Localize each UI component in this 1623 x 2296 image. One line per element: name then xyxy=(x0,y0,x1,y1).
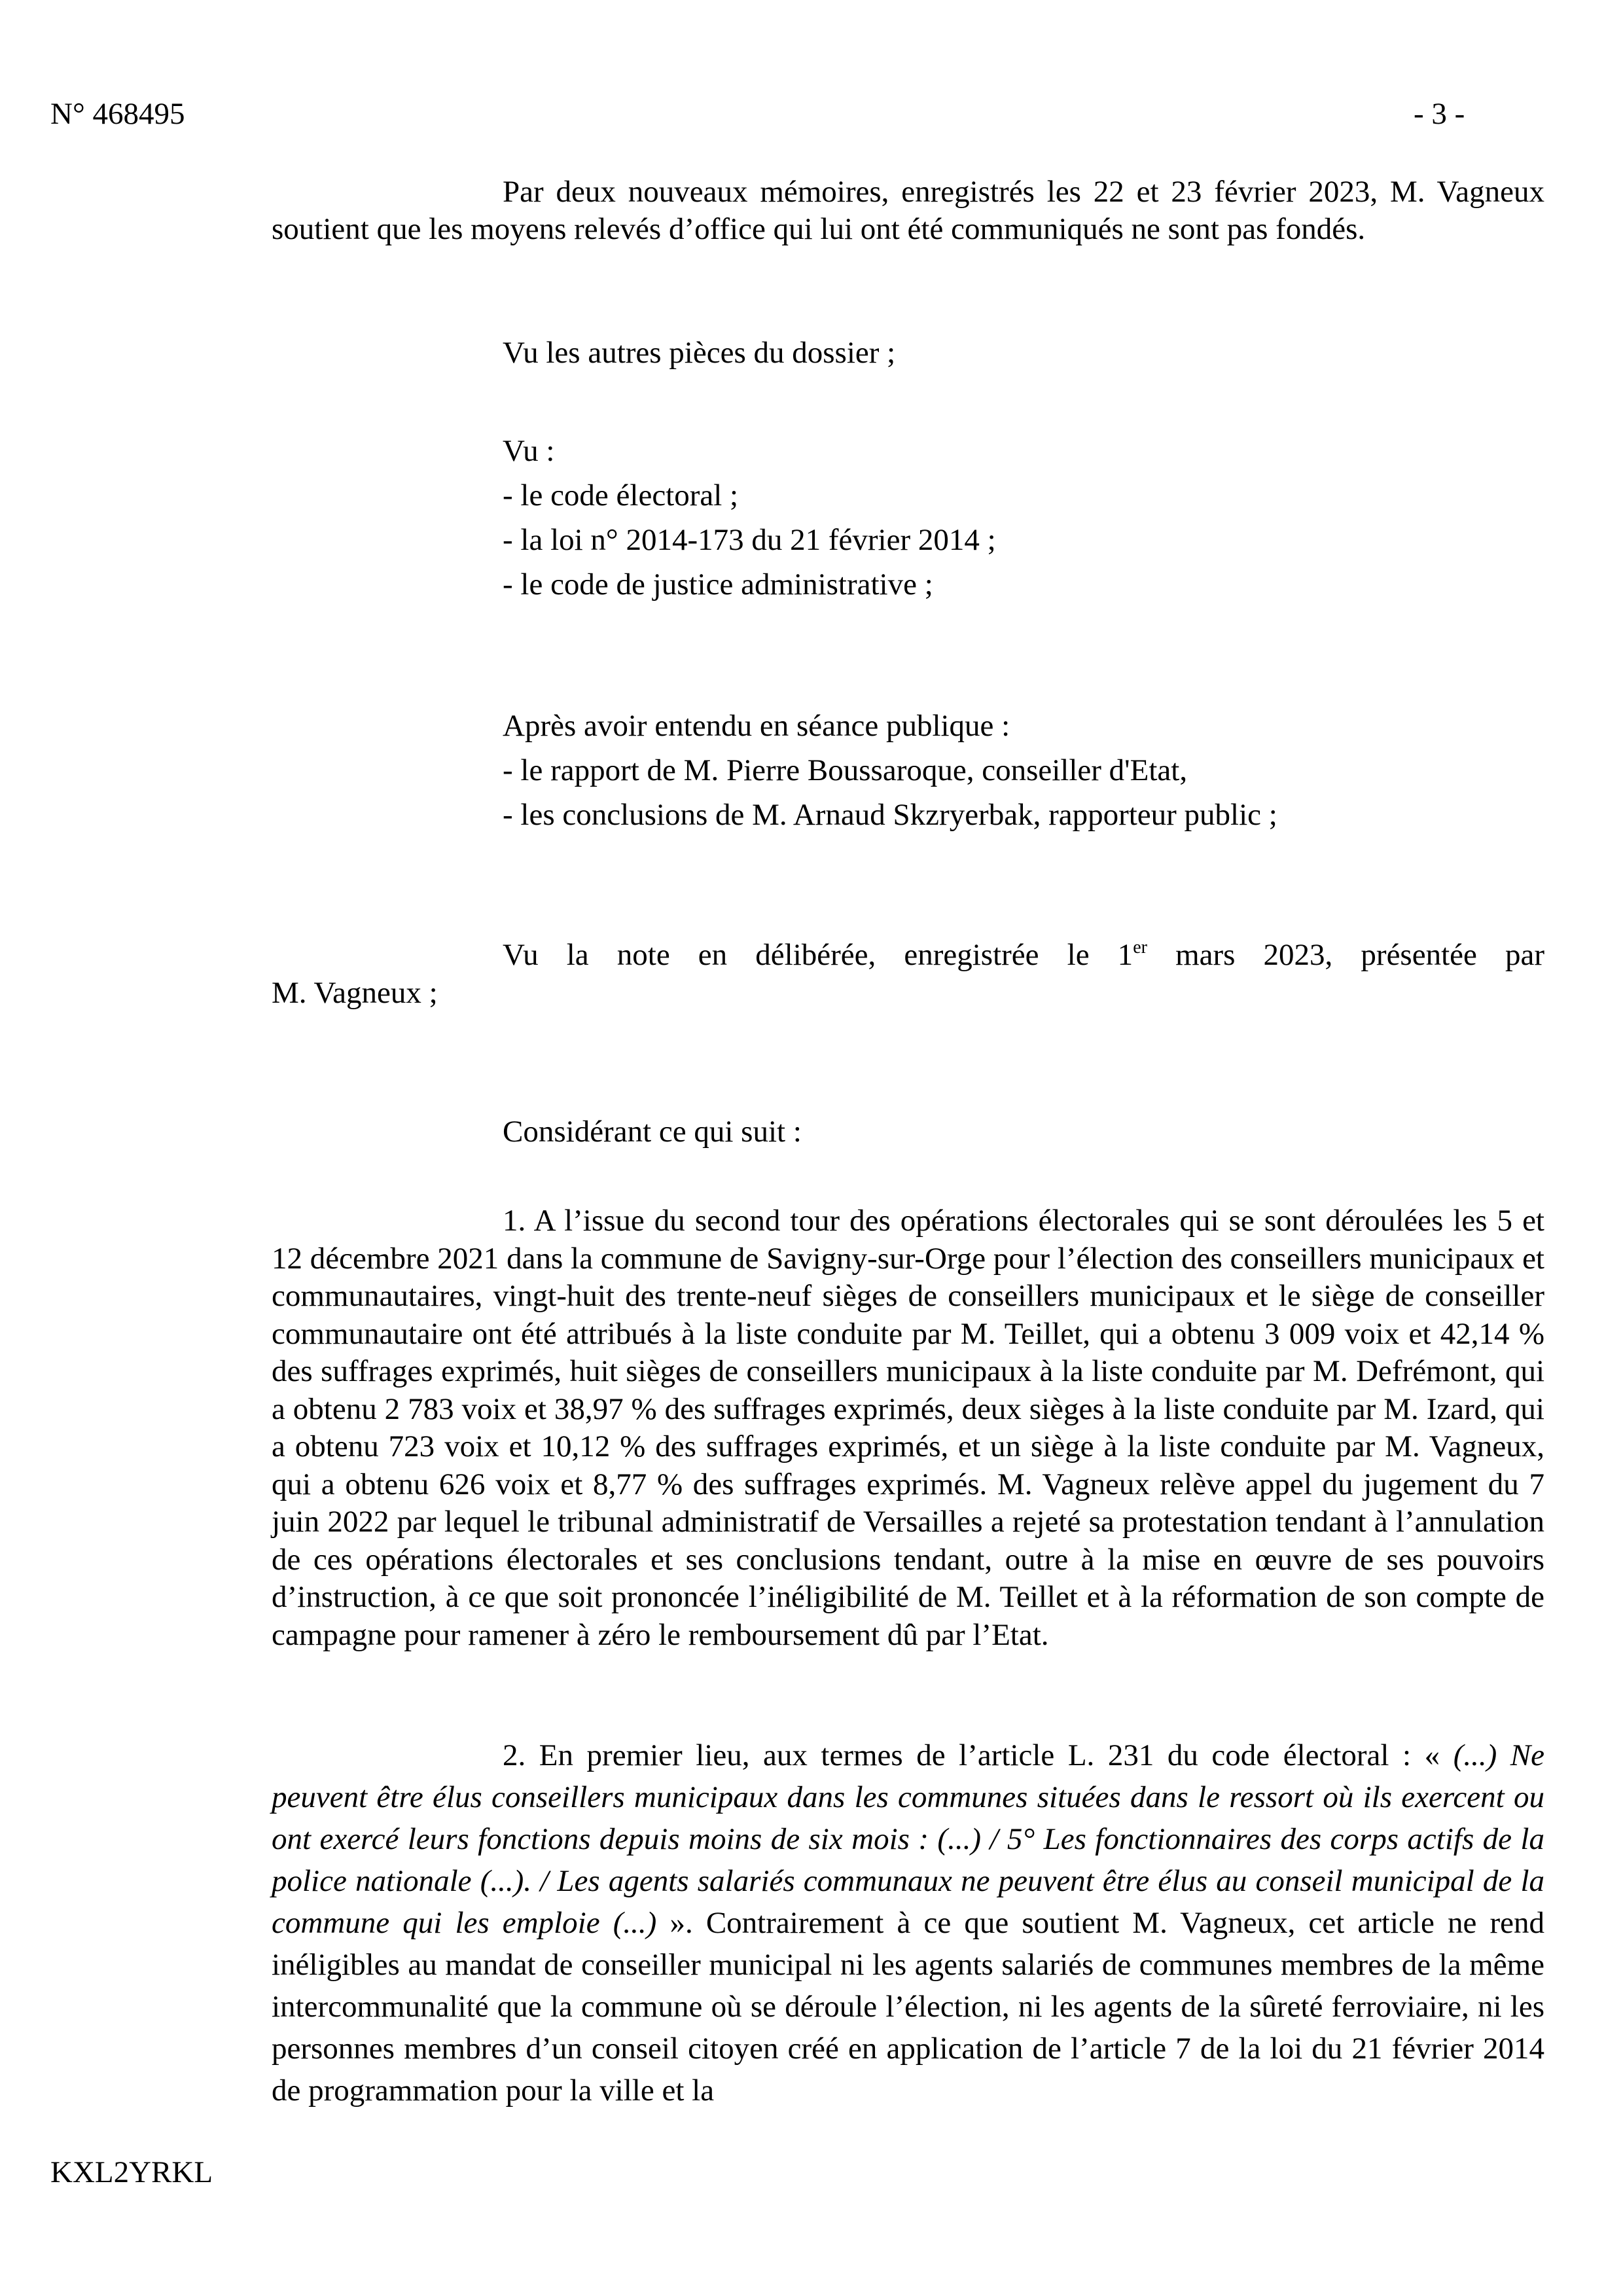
note-deliberee-line2: M. Vagneux ; xyxy=(272,976,438,1010)
audience-block xyxy=(503,704,1277,837)
vu-list xyxy=(503,429,996,607)
note-superscript: er xyxy=(1133,937,1147,958)
paragraph-1 xyxy=(272,1202,1544,1654)
note-words xyxy=(503,936,1544,974)
page-number: - 3 - xyxy=(1414,97,1465,131)
memoires-paragraph xyxy=(272,173,1544,248)
paragraph-2-rest: ». Contrairement à ce que soutient M. Vagneux, cet article ne rend inéligibles au mandat de conseiller municipal ni les agents salariés de communes membres de la même intercommunalité que la commune où se déroule l’élection, ni les agents de la sûreté ferroviaire, ni les personnes membres d’un conseil citoyen créé en application de l’article 7 de la loi du 21 février 2014 de programmation pour la ville et la xyxy=(272,1906,1544,2108)
vu-item: - le code électoral ; xyxy=(503,478,739,512)
case-number: N° 468495 xyxy=(50,97,185,131)
audience-item: - le rapport de M. Pierre Boussaroque, conseiller d'Etat, xyxy=(503,753,1188,787)
paragraph-2-text xyxy=(272,1734,1544,2111)
vu-item: - la loi n° 2014-173 du 21 février 2014 ; xyxy=(503,523,996,557)
paragraph-2-intro: 2. En premier lieu, aux termes de l’article L. 231 du code électoral : « xyxy=(503,1738,1454,1772)
note-deliberee-line1 xyxy=(503,936,1544,974)
audience-heading: Après avoir entendu en séance publique : xyxy=(503,709,1010,743)
vu-pieces: Vu les autres pièces du dossier ; xyxy=(503,336,896,370)
note-text-before: Vu la note en délibérée, enregistrée le 1 xyxy=(503,938,1133,972)
memoires-paragraph-text: Par deux nouveaux mémoires, enregistrés les 22 et 23 février 2023, M. Vagneux soutient que les moyens relevés d’office qui lui ont été communiqués ne sont pas fondés. xyxy=(272,175,1544,246)
paragraph-2 xyxy=(272,1734,1544,2111)
paragraph-1-text: 1. A l’issue du second tour des opérations électorales qui se sont déroulées les 5 et 12 décembre 2021 dans la commune de Savigny-sur-Orge pour l’élection des conseillers municipaux et communautaires, vingt-huit des trente-neuf sièges de conseillers municipaux et le siège de conseiller communautaire ont été attribués à la liste conduite par M. Teillet, qui a obtenu 3 009 voix et 42,14 % des suffrages exprimés, huit sièges de conseillers municipaux à la liste conduite par M. Defrémont, qui a obtenu 2 783 voix et 38,97 % des suffrages exprimés, deux sièges à la liste conduite par M. Izard, qui a obtenu 723 voix et 10,12 % des suffrages exprimés, et un siège à la liste conduite par M. Vagneux, qui a obtenu 626 voix et 8,77 % des suffrages exprimés. M. Vagneux relève appel du jugement du 7 juin 2022 par lequel le tribunal administratif de Versailles a rejeté sa protestation tendant à l’annulation de ces opérations électorales et ses conclusions tendant, outre à la mise en œuvre de ses pouvoirs d’instruction, à ce que soit prononcée l’inéligibilité de M. Teillet et à la réformation de son compte de campagne pour ramener à zéro le remboursement dû par l’Etat. xyxy=(272,1204,1544,1652)
paragraph-2-quote: (...) Ne peuvent être élus conseillers municipaux dans les communes situées dans le ressort où ils exercent ou ont exercé leurs fonctions depuis moins de six mois : (...) / 5° Les fonctionnaires des corps actifs de la police nationale (...). / Les agents salariés communaux ne peuvent être élus au conseil municipal de la commune qui les emploie (...) xyxy=(272,1738,1544,1940)
vu-heading: Vu : xyxy=(503,434,555,468)
document-code: KXL2YRKL xyxy=(50,2155,213,2189)
note-text-after: mars 2023, présentée par xyxy=(1147,938,1544,972)
note-deliberee xyxy=(272,936,1544,1012)
considerant-heading: Considérant ce qui suit : xyxy=(503,1115,802,1149)
audience-item: - les conclusions de M. Arnaud Skzryerbak, rapporteur public ; xyxy=(503,798,1277,832)
vu-item: - le code de justice administrative ; xyxy=(503,567,933,601)
